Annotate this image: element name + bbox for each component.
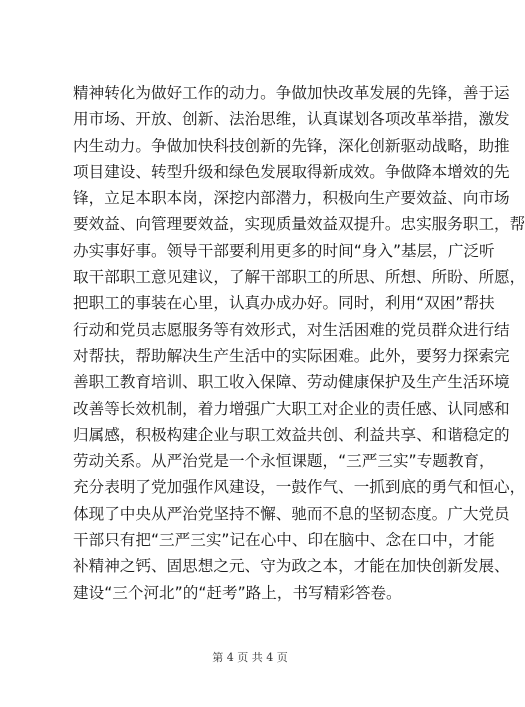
body-line: 充分表明了党加强作风建设，一鼓作气、一抓到底的勇气和恒心， <box>73 478 525 497</box>
body-line: 劳动关系。从严治党是一个永恒课题，“三严三实”专题教育， <box>73 452 495 471</box>
body-line: 把职工的事装在心里，认真办成办好。同时，利用“双困”帮扶 <box>73 294 495 313</box>
body-line: 建设“三个河北”的“赶考”路上，书写精彩答卷。 <box>73 583 402 602</box>
body-line: 办实事好事。领导干部要利用更多的时间“身入”基层，广泛听 <box>73 241 495 260</box>
body-line: 用市场、开放、创新、法治思维，认真谋划各项改革举措，激发 <box>73 110 510 129</box>
body-line: 内生动力。争做加快科技创新的先锋，深化创新驱动战略，助推 <box>73 136 510 155</box>
body-line: 项目建设、转型升级和绿色发展取得新成效。争做降本增效的先 <box>73 162 510 181</box>
body-line: 取干部职工意见建议，了解干部职工的所思、所想、所盼、所愿， <box>73 268 525 287</box>
body-line: 对帮扶，帮助解决生产生活中的实际困难。此外，要努力探索完 <box>73 346 510 365</box>
page-number-footer: 第 4 页 共 4 页 <box>212 651 288 664</box>
document-body <box>73 80 525 606</box>
body-line: 体现了中央从严治党坚持不懈、驰而不息的坚韧态度。广大党员 <box>73 504 510 523</box>
body-line: 干部只有把“三严三实”记在心中、印在脑中、念在口中，才能 <box>73 531 495 550</box>
body-line: 善职工教育培训、职工收入保障、劳动健康保护及生产生活环境 <box>73 373 510 392</box>
body-line: 行动和党员志愿服务等有效形式，对生活困难的党员群众进行结 <box>73 320 510 339</box>
body-line: 补精神之钙、固思想之元、守为政之本，才能在加快创新发展、 <box>73 557 510 576</box>
body-line: 改善等长效机制，着力增强广大职工对企业的责任感、认同感和 <box>73 399 510 418</box>
body-line: 要效益、向管理要效益，实现质量效益双提升。忠实服务职工，帮 <box>73 215 525 234</box>
body-line: 精神转化为做好工作的动力。争做加快改革发展的先锋，善于运 <box>73 84 510 102</box>
body-line: 归属感，积极构建企业与职工效益共创、利益共享、和谐稳定的 <box>73 425 510 444</box>
body-line: 锋，立足本职本岗，深挖内部潜力，积极向生产要效益、向市场 <box>73 189 510 208</box>
